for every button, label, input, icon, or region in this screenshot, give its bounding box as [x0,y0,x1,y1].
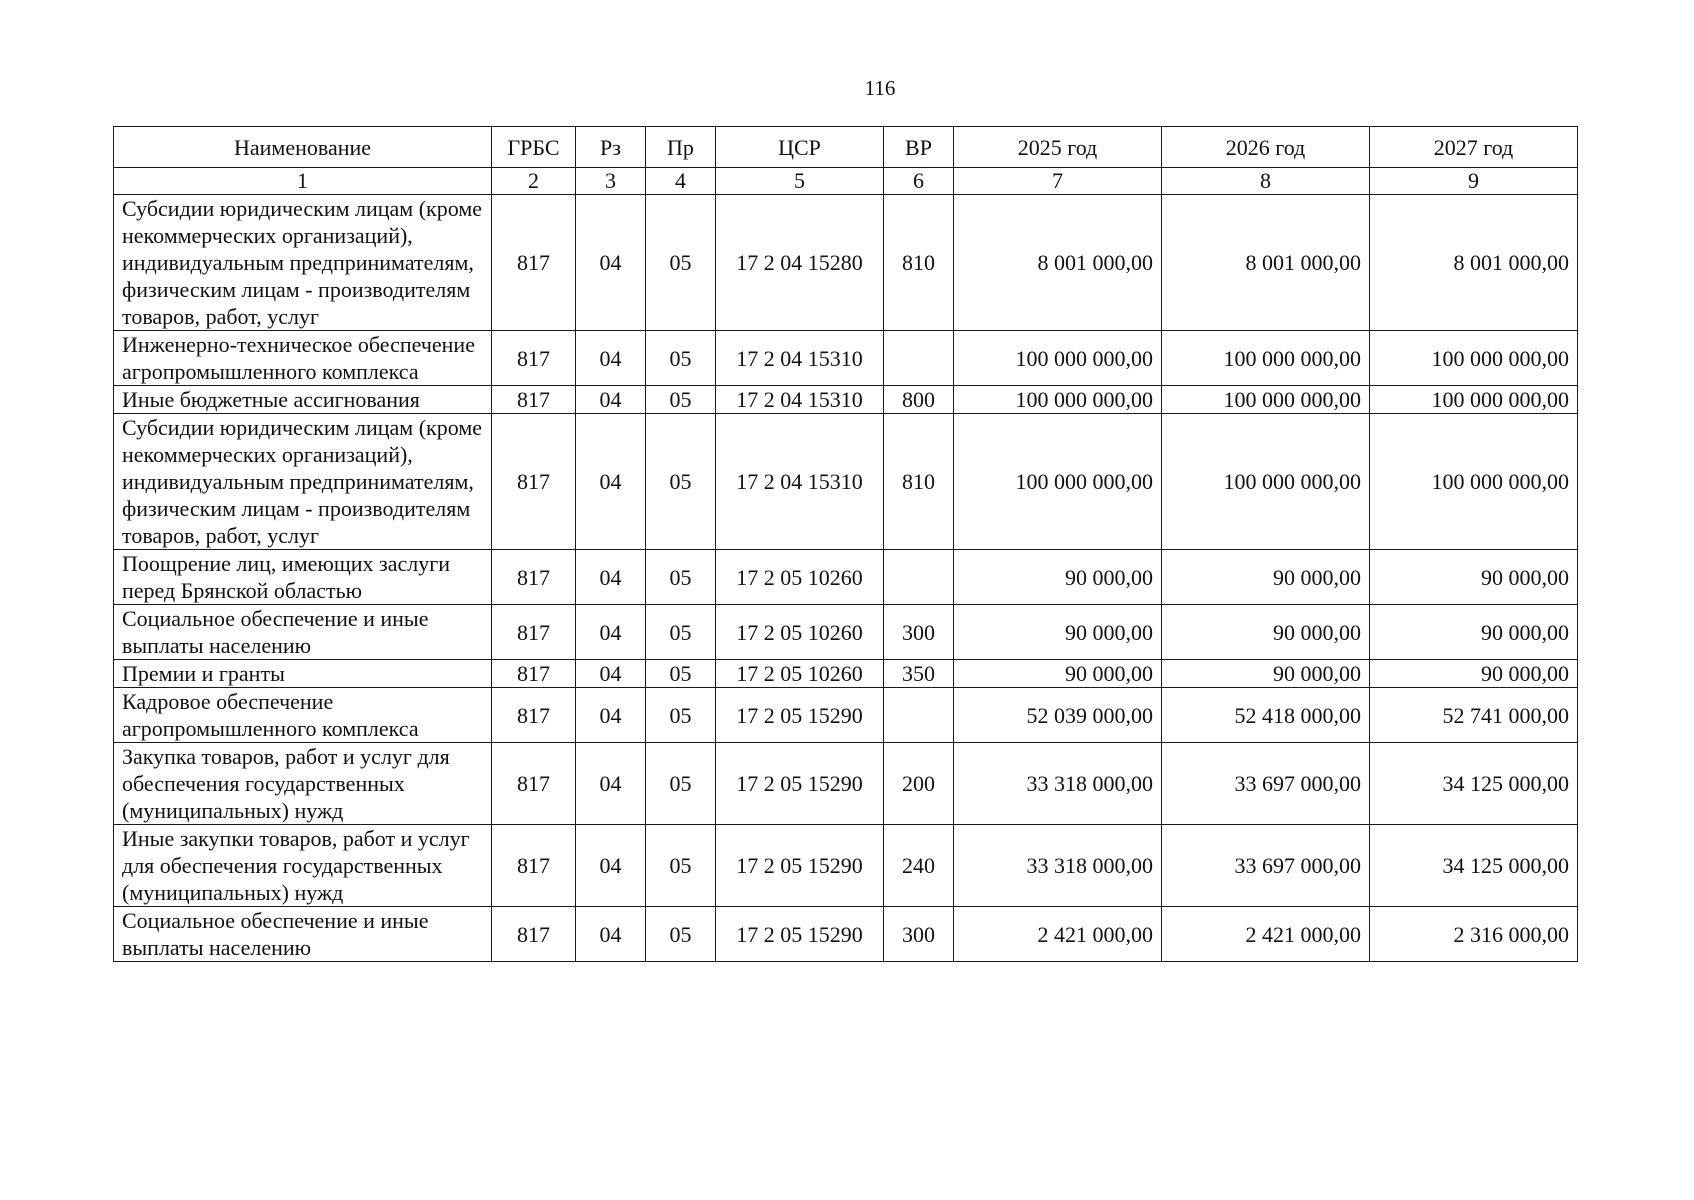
column-number: 9 [1370,168,1578,195]
row-vr [884,550,954,605]
row-name: Инженерно-техническое обеспечение агропромышленного комплекса [114,331,492,386]
row-csr: 17 2 05 15290 [716,688,884,743]
row-grbs: 817 [492,414,576,550]
row-grbs: 817 [492,195,576,331]
table-row [114,414,1578,550]
row-name: Кадровое обеспечение агропромышленного комплекса [114,688,492,743]
header-name: Наименование [114,127,492,168]
row-amount-2025: 33 318 000,00 [954,825,1162,907]
row-rz: 04 [576,605,646,660]
header-pr: Пр [646,127,716,168]
header-csr: ЦСР [716,127,884,168]
row-rz: 04 [576,386,646,414]
table-row [114,688,1578,743]
row-csr: 17 2 05 15290 [716,743,884,825]
row-name: Закупка товаров, работ и услуг для обеспечения государственных (муниципальных) нужд [114,743,492,825]
row-amount-2026: 2 421 000,00 [1162,907,1370,962]
row-amount-2025: 90 000,00 [954,660,1162,688]
row-vr: 300 [884,605,954,660]
table-row [114,331,1578,386]
row-amount-2025: 2 421 000,00 [954,907,1162,962]
row-rz: 04 [576,195,646,331]
header-row [114,127,1578,168]
row-rz: 04 [576,414,646,550]
column-number: 6 [884,168,954,195]
row-amount-2026: 90 000,00 [1162,660,1370,688]
row-amount-2027: 52 741 000,00 [1370,688,1578,743]
row-name: Поощрение лиц, имеющих заслуги перед Брянской областью [114,550,492,605]
table-row [114,743,1578,825]
row-amount-2027: 8 001 000,00 [1370,195,1578,331]
row-amount-2026: 52 418 000,00 [1162,688,1370,743]
table-row [114,907,1578,962]
row-amount-2026: 33 697 000,00 [1162,825,1370,907]
row-amount-2025: 100 000 000,00 [954,386,1162,414]
row-amount-2026: 100 000 000,00 [1162,331,1370,386]
row-pr: 05 [646,195,716,331]
header-vr: ВР [884,127,954,168]
header-grbs: ГРБС [492,127,576,168]
page-number: 116 [864,76,896,100]
row-amount-2025: 100 000 000,00 [954,331,1162,386]
row-amount-2025: 90 000,00 [954,605,1162,660]
row-csr: 17 2 05 15290 [716,825,884,907]
row-amount-2026: 90 000,00 [1162,550,1370,605]
header-2026: 2026 год [1162,127,1370,168]
row-amount-2025: 33 318 000,00 [954,743,1162,825]
column-number: 2 [492,168,576,195]
row-grbs: 817 [492,550,576,605]
row-amount-2027: 100 000 000,00 [1370,386,1578,414]
row-vr: 800 [884,386,954,414]
row-pr: 05 [646,386,716,414]
row-amount-2027: 100 000 000,00 [1370,414,1578,550]
row-csr: 17 2 04 15280 [716,195,884,331]
row-amount-2027: 90 000,00 [1370,605,1578,660]
row-grbs: 817 [492,825,576,907]
row-amount-2026: 8 001 000,00 [1162,195,1370,331]
row-rz: 04 [576,331,646,386]
header-2025: 2025 год [954,127,1162,168]
row-grbs: 817 [492,386,576,414]
column-number: 1 [114,168,492,195]
row-amount-2027: 90 000,00 [1370,550,1578,605]
row-grbs: 817 [492,688,576,743]
row-csr: 17 2 04 15310 [716,386,884,414]
row-name: Иные закупки товаров, работ и услуг для обеспечения государственных (муниципальных) нужд [114,825,492,907]
row-csr: 17 2 05 15290 [716,907,884,962]
row-vr: 810 [884,195,954,331]
column-number: 3 [576,168,646,195]
table-row [114,605,1578,660]
row-pr: 05 [646,825,716,907]
row-name: Премии и гранты [114,660,492,688]
column-number: 4 [646,168,716,195]
row-csr: 17 2 05 10260 [716,550,884,605]
row-amount-2027: 34 125 000,00 [1370,743,1578,825]
row-rz: 04 [576,550,646,605]
row-csr: 17 2 04 15310 [716,414,884,550]
table-row [114,825,1578,907]
row-grbs: 817 [492,907,576,962]
row-rz: 04 [576,660,646,688]
row-pr: 05 [646,550,716,605]
row-name: Социальное обеспечение и иные выплаты населению [114,907,492,962]
row-amount-2026: 33 697 000,00 [1162,743,1370,825]
row-csr: 17 2 05 10260 [716,660,884,688]
row-pr: 05 [646,331,716,386]
column-number: 7 [954,168,1162,195]
header-rz: Рз [576,127,646,168]
row-pr: 05 [646,743,716,825]
row-name: Иные бюджетные ассигнования [114,386,492,414]
row-vr [884,331,954,386]
table-row [114,550,1578,605]
row-amount-2027: 34 125 000,00 [1370,825,1578,907]
row-rz: 04 [576,743,646,825]
table-row [114,660,1578,688]
row-vr: 810 [884,414,954,550]
table-row [114,386,1578,414]
row-name: Субсидии юридическим лицам (кроме некоммерческих организаций), индивидуальным предпринимателям, физическим лицам - производителям товаров, работ, услуг [114,414,492,550]
row-pr: 05 [646,605,716,660]
row-name: Социальное обеспечение и иные выплаты населению [114,605,492,660]
table-row [114,195,1578,331]
budget-table [113,126,1578,962]
row-rz: 04 [576,688,646,743]
column-number: 8 [1162,168,1370,195]
column-number: 5 [716,168,884,195]
row-vr: 200 [884,743,954,825]
row-amount-2025: 90 000,00 [954,550,1162,605]
row-pr: 05 [646,688,716,743]
row-pr: 05 [646,414,716,550]
row-grbs: 817 [492,660,576,688]
row-grbs: 817 [492,743,576,825]
row-amount-2026: 90 000,00 [1162,605,1370,660]
row-rz: 04 [576,825,646,907]
row-vr: 300 [884,907,954,962]
row-pr: 05 [646,660,716,688]
row-csr: 17 2 05 10260 [716,605,884,660]
row-amount-2025: 8 001 000,00 [954,195,1162,331]
row-vr: 240 [884,825,954,907]
row-grbs: 817 [492,605,576,660]
row-vr: 350 [884,660,954,688]
row-grbs: 817 [492,331,576,386]
row-amount-2026: 100 000 000,00 [1162,386,1370,414]
row-amount-2027: 90 000,00 [1370,660,1578,688]
row-rz: 04 [576,907,646,962]
row-amount-2027: 100 000 000,00 [1370,331,1578,386]
row-amount-2027: 2 316 000,00 [1370,907,1578,962]
row-amount-2025: 52 039 000,00 [954,688,1162,743]
row-csr: 17 2 04 15310 [716,331,884,386]
row-name: Субсидии юридическим лицам (кроме некоммерческих организаций), индивидуальным предпринимателям, физическим лицам - производителям товаров, работ, услуг [114,195,492,331]
row-amount-2026: 100 000 000,00 [1162,414,1370,550]
row-amount-2025: 100 000 000,00 [954,414,1162,550]
row-pr: 05 [646,907,716,962]
header-2027: 2027 год [1370,127,1578,168]
row-vr [884,688,954,743]
column-number-row [114,168,1578,195]
